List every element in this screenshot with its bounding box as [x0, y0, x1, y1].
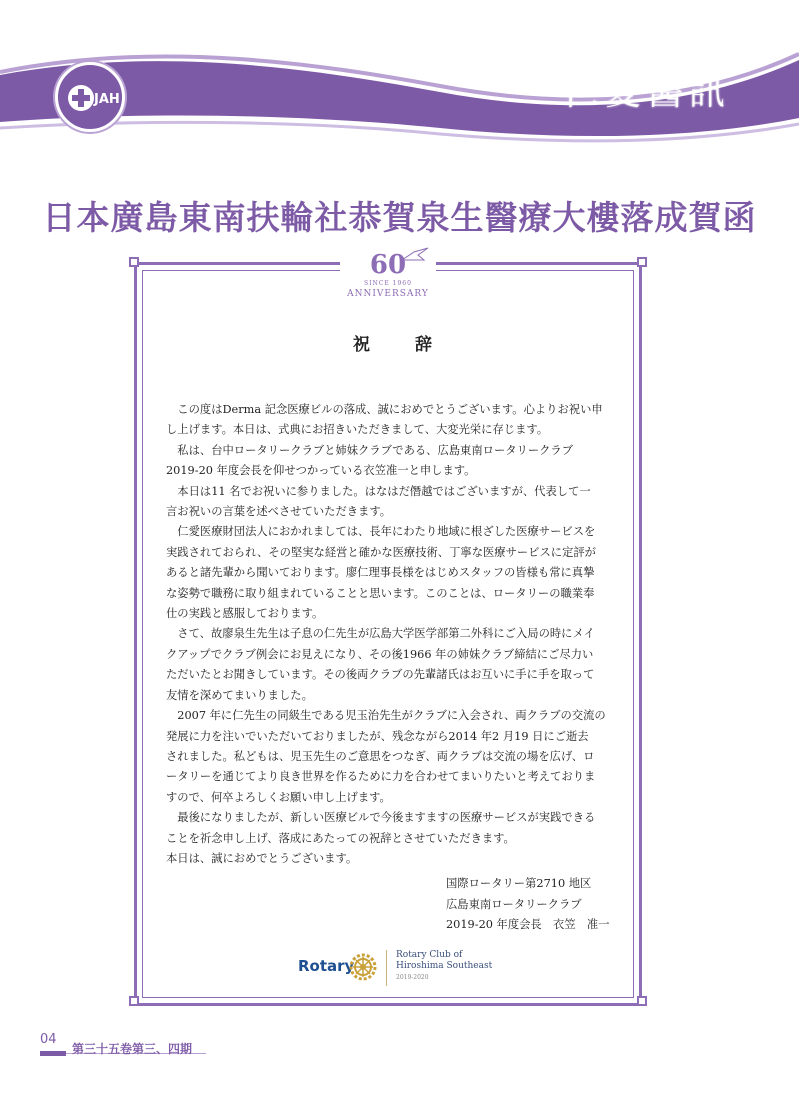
anniversary-emblem	[340, 246, 436, 306]
signature-district: 国際ロータリー第2710 地区	[446, 877, 592, 890]
signature-club: 広島東南ロータリークラブ	[446, 897, 582, 911]
issue-label: 第三十五卷第三、四期	[72, 1042, 193, 1056]
letter-line: あると諸先輩から聞いております。廖仁理事長様をはじめスタッフの皆様も常に真摯	[166, 566, 595, 580]
letter-line: すので、何卒よろしくお願い申し上げます。	[166, 790, 391, 804]
letter-line: 仁愛医療財団法人におかれましては、長年にわたり地域に根ざした医療サービスを	[166, 525, 596, 539]
page-title: 日本廣島東南扶輪社恭賀泉生醫療大樓落成賀函	[42, 198, 757, 237]
cross-icon	[68, 85, 94, 111]
letter-line: 友情を深めてまいりました。	[166, 688, 313, 702]
letter-line: ータリーを通じてより良き世界を作るために力を合わせてまいりたいと考えておりま	[166, 770, 596, 784]
logo-text: JAH	[94, 92, 120, 107]
rotary-divider	[386, 950, 387, 986]
page-number-bar	[40, 1051, 66, 1056]
frame-corner	[637, 257, 647, 267]
letter-line: されました。私どもは、児玉先生のご意思をつなぎ、両クラブは交流の場を広げ、ロ	[166, 749, 595, 763]
letter-line: 私は、台中ロータリークラブと姉妹クラブである、広島東南ロータリークラブ	[166, 443, 574, 457]
letter-line: 本日は11 名でお祝いに参りました。はなはだ僭越ではございますが、代表して一	[166, 484, 591, 498]
letter-heading: 祝 辞	[353, 335, 446, 355]
jah-logo	[55, 62, 125, 132]
letter-line: 発展に力を注いでいただいておりましたが、残念ながら2014 年2 月19 日にご逝去	[166, 729, 589, 743]
anniversary-label: ANNIVERSARY	[347, 289, 429, 299]
letter-line: ことを祈念申し上げ、落成にあたっての祝辞とさせていただきます。	[166, 831, 515, 845]
signature-president: 2019-20 年度会長 衣笠 准一	[446, 918, 610, 932]
rotary-years: 2019-2020	[396, 974, 429, 981]
letter-line: ただいたとお聞きしています。その後両クラブの先輩諸氏はお互いに手に手を取って	[166, 668, 595, 682]
rotary-wordmark: Rotary	[298, 957, 355, 975]
brand-title: 仁愛醫訊	[562, 72, 731, 113]
anniversary-since: SINCE 1960	[364, 280, 412, 287]
rotary-club-line2: Hiroshima Southeast	[396, 961, 493, 971]
letter-line: 2019-20 年度会長を仰せつかっている衣笠准一と申します。	[166, 464, 476, 478]
anniversary-number: 60	[369, 250, 407, 280]
letter-body	[166, 400, 626, 869]
letter-line: 最後になりましたが、新しい医療ビルで今後ますますの医療サービスが実践できる	[166, 811, 596, 825]
letter-line: 2007 年に仁先生の同級生である児玉治先生がクラブに入会され、両クラブの交流の	[166, 709, 606, 723]
frame-corner	[129, 996, 139, 1006]
letter-line: し上げます。本日は、式典にお招きいただきまして、大変光栄に存じます。	[166, 423, 549, 437]
crane-icon	[400, 246, 430, 262]
letter-line: な姿勢で職務に取り組まれていることと思います。このことは、ロータリーの職業奉	[166, 586, 595, 600]
signature-block	[446, 874, 610, 936]
letter-line: 言お祝いの言葉を述べさせていただきます。	[166, 505, 392, 519]
page-number: 04	[40, 1032, 57, 1047]
frame-corner	[637, 996, 647, 1006]
rotary-wheel-icon	[349, 953, 377, 981]
rotary-club-line1: Rotary Club of	[396, 950, 463, 960]
letter-line: この度はDerma 記念医療ビルの落成、誠におめでとうございます。心よりお祝い申	[166, 403, 603, 416]
rotary-club-name	[396, 950, 492, 983]
frame-corner	[129, 257, 139, 267]
letter-line: さて、故廖泉生先生は子息の仁先生が広島大学医学部第二外科にご入局の時にメイ	[166, 627, 595, 641]
letter-line: 実践されておられ、その堅実な経営と確かな医療技術、丁寧な医療サービスに定評が	[166, 545, 596, 559]
letter-line: 仕の実践と感服しております。	[166, 607, 324, 621]
letter-line: 本日は、誠におめでとうございます。	[166, 851, 358, 865]
letter-line: クアップでクラブ例会にお見えになり、その後1966 年の姉妹クラブ締結にご尽力い	[166, 647, 594, 661]
